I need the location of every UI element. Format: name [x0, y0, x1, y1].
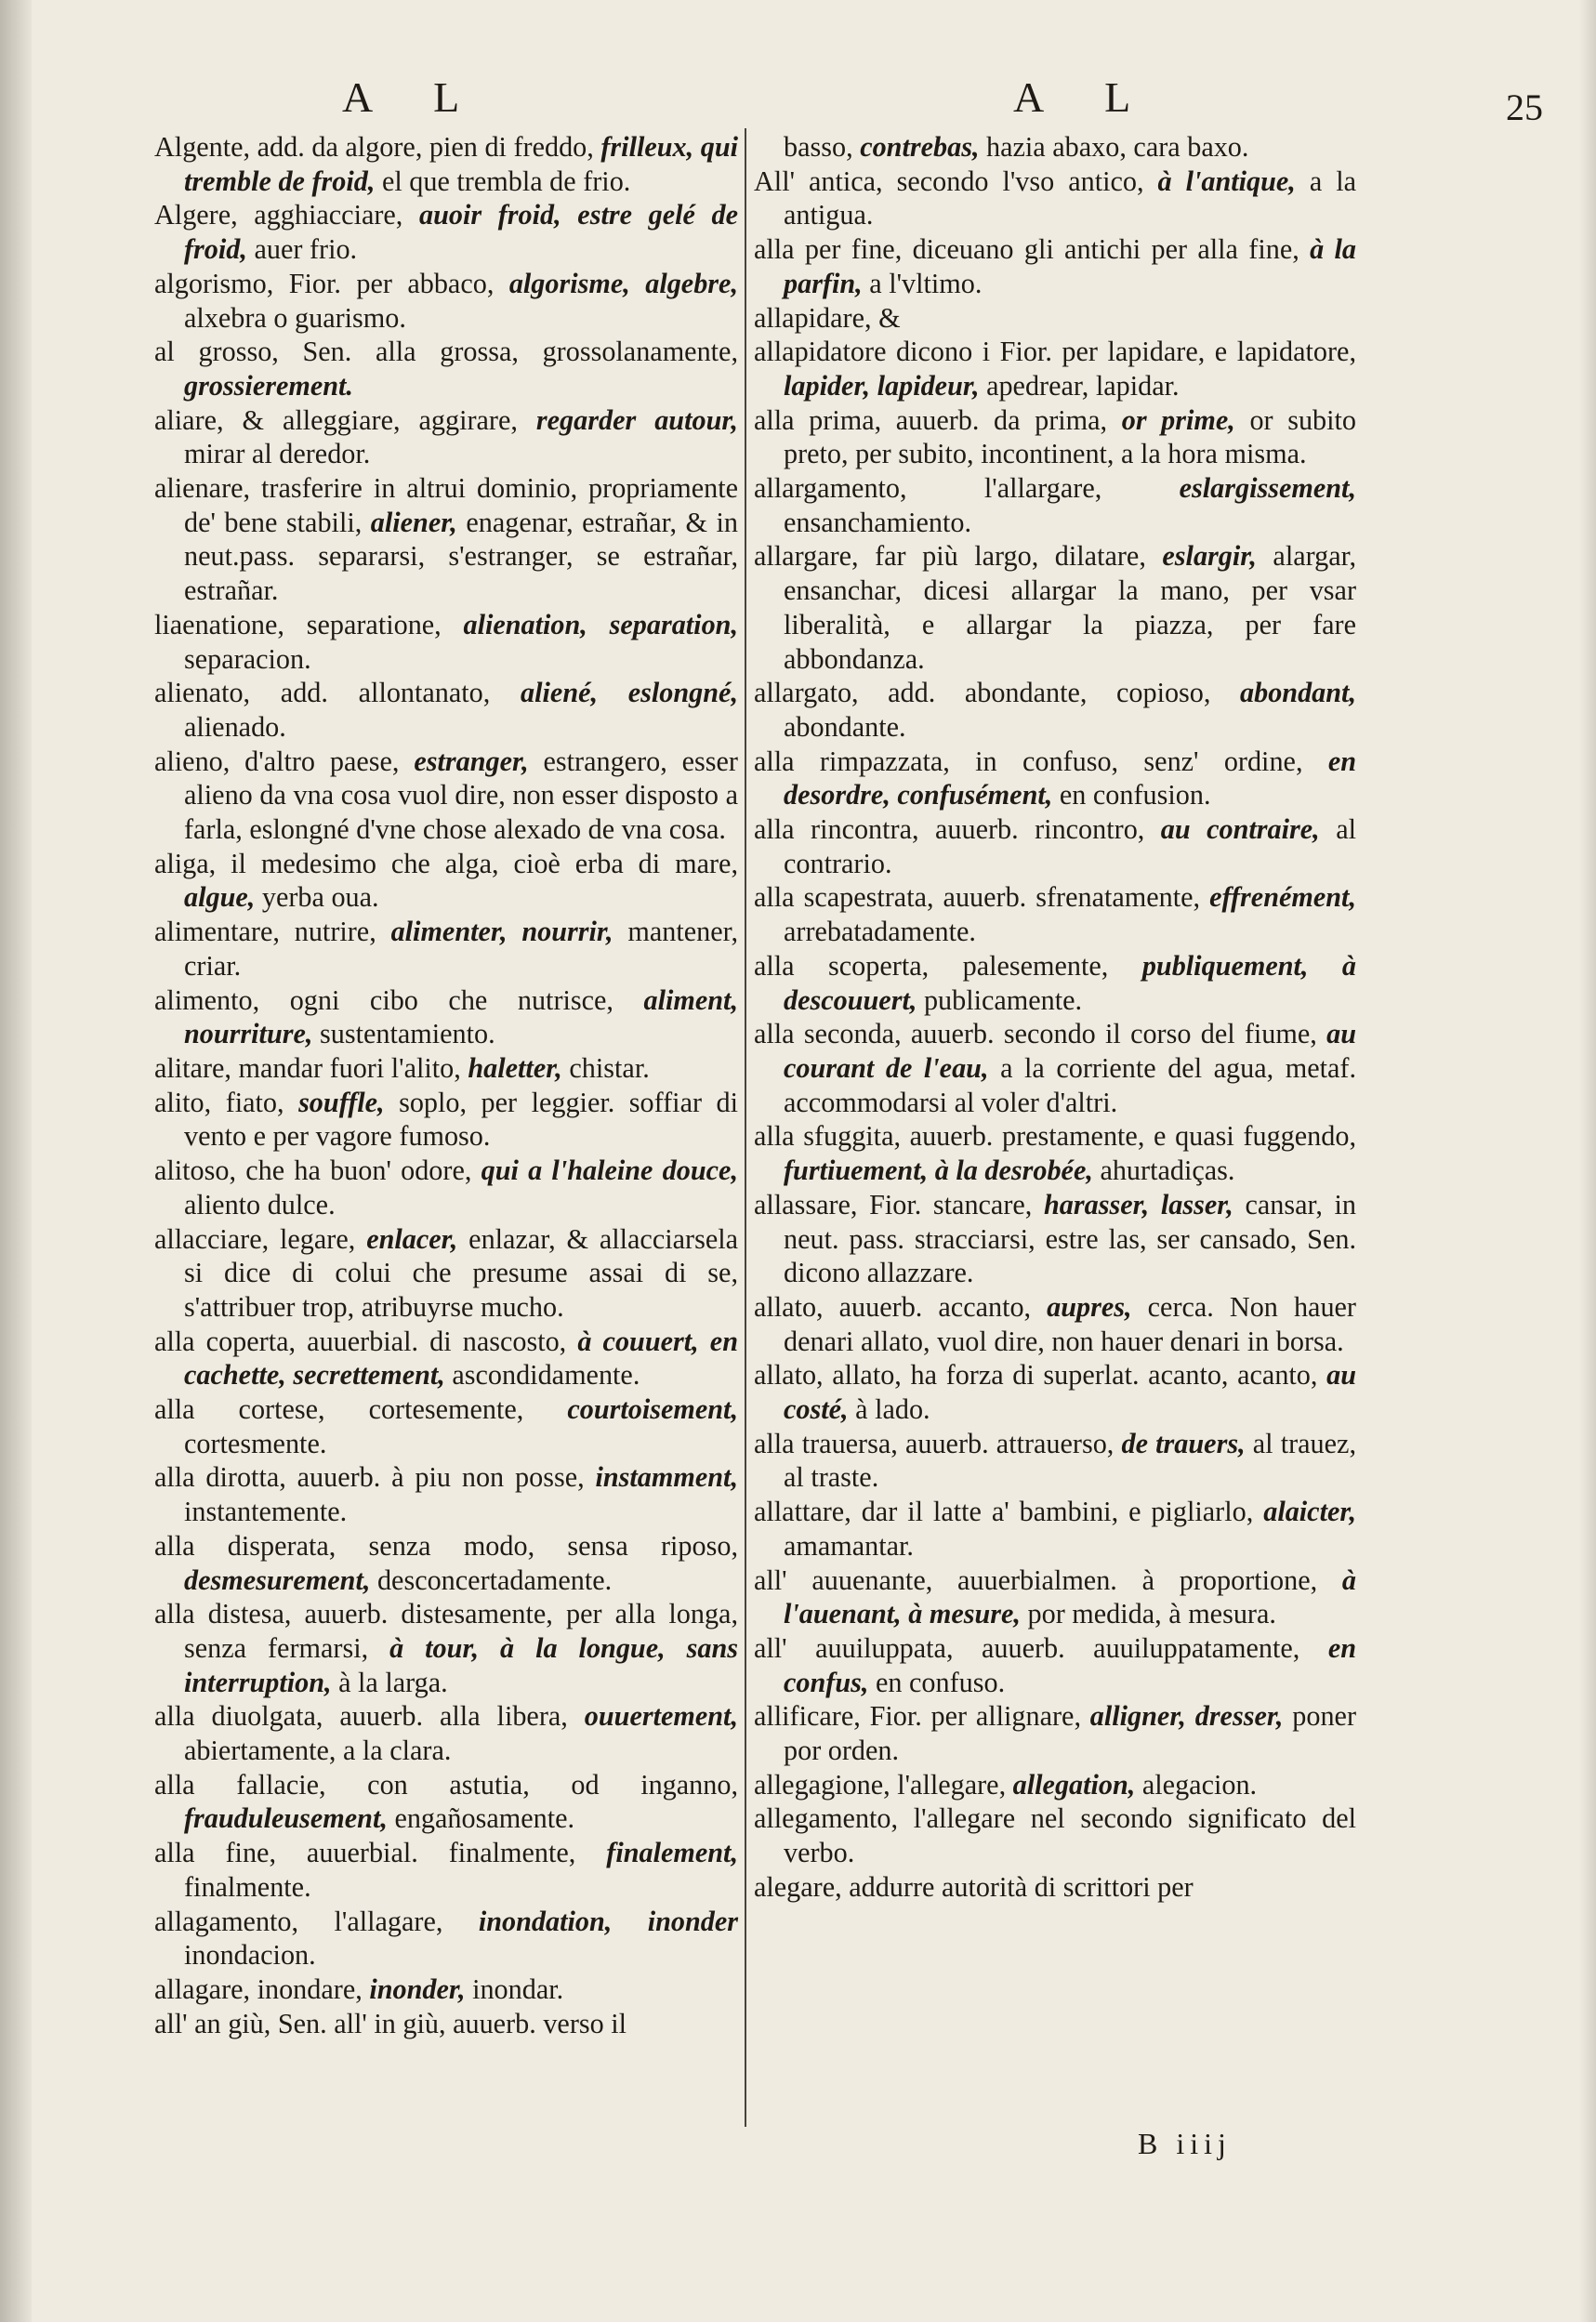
- dictionary-entry: [154, 1222, 738, 1325]
- entry-text: allargare, far più largo, dilatare,: [754, 540, 1163, 573]
- dictionary-entry: [754, 165, 1356, 232]
- french-gloss: frilleux, qui tremble de froid,: [184, 131, 738, 197]
- spanish-gloss: mantener, criar.: [184, 916, 738, 982]
- french-gloss: aliener,: [370, 506, 457, 538]
- spanish-gloss: hazia abaxo, cara baxo.: [979, 131, 1249, 163]
- entry-text: aliare, & alleggiare, aggirare,: [154, 403, 536, 436]
- page-edge-shadow: [1579, 0, 1596, 2322]
- french-gloss: auoir froid, estre gelé de froid,: [184, 199, 739, 266]
- entry-text: all' auuenante, auuerbialmen. à proportione,: [754, 1563, 1342, 1596]
- spanish-gloss: alargar, ensanchar, dicesi allargar la mano, per vsar liberalità, e allargar la piazza, per fare abbondanza.: [784, 540, 1356, 675]
- spanish-gloss: sustentamiento.: [312, 1018, 495, 1050]
- dictionary-entry: [154, 471, 738, 608]
- entry-text: allapidatore dicono i Fior. per lapidare, e lapidatore,: [754, 336, 1356, 368]
- spanish-gloss: cortesmente.: [184, 1427, 327, 1459]
- spanish-gloss: poner por orden.: [784, 1700, 1356, 1767]
- entry-text: alla prima, auuerb. da prima,: [754, 403, 1122, 436]
- entry-text: alla distesa, auuerb. distesamente, per alla longa, senza fermarsi,: [154, 1598, 738, 1664]
- dictionary-entry: [754, 232, 1356, 300]
- french-gloss: alienation, separation,: [463, 608, 738, 640]
- french-gloss: au costé,: [784, 1359, 1356, 1426]
- spanish-gloss: abondante.: [784, 710, 906, 743]
- dictionary-entry: [754, 301, 1356, 336]
- dictionary-entry: [754, 1631, 1356, 1699]
- entry-text: algorismo, Fior. per abbaco,: [154, 267, 509, 299]
- dictionary-entry: [154, 983, 738, 1051]
- french-gloss: qui a l'haleine douce,: [481, 1154, 738, 1187]
- spanish-gloss: finalmente.: [184, 1870, 311, 1903]
- french-gloss: courtoisement,: [567, 1393, 738, 1426]
- column-rule: [745, 128, 746, 2127]
- dictionary-entry: [154, 2007, 738, 2041]
- entry-text: alegare, addurre autorità di scrittori per: [754, 1870, 1194, 1903]
- entry-text: alla fallacie, con astutia, od inganno,: [154, 1768, 738, 1801]
- french-gloss: haletter,: [468, 1051, 562, 1084]
- french-gloss: au contraire,: [1160, 813, 1320, 846]
- french-gloss: grossierement.: [184, 369, 353, 402]
- entry-text: allato, allato, ha forza di superlat. acanto, acanto,: [754, 1359, 1327, 1392]
- dictionary-entry: [754, 745, 1356, 812]
- spanish-gloss: inondacion.: [184, 1939, 316, 1972]
- french-gloss: effrenément,: [1209, 881, 1356, 914]
- dictionary-entry: [754, 1119, 1356, 1187]
- spanish-gloss: mirar al deredor.: [184, 438, 371, 470]
- french-gloss: lapider, lapideur,: [784, 369, 980, 402]
- dictionary-entry: [754, 812, 1356, 880]
- spanish-gloss: desconcertadamente.: [370, 1563, 613, 1596]
- spanish-gloss: cansar, in neut. pass. stracciarsi, estre las, ser cansado, Sen. dicono allazzare.: [784, 1188, 1356, 1289]
- dictionary-entry: [754, 1870, 1356, 1905]
- running-head-right: A L: [1013, 73, 1157, 121]
- dictionary-entry: [754, 335, 1356, 402]
- dictionary-entry: [754, 1427, 1356, 1495]
- spanish-gloss: al trauez, al traste.: [784, 1427, 1356, 1494]
- spanish-gloss: alienado.: [184, 710, 286, 743]
- dictionary-entry: [154, 1836, 738, 1904]
- french-gloss: contrebas,: [860, 131, 980, 163]
- entry-text: aliga, il medesimo che alga, cioè erba di mare,: [154, 847, 738, 879]
- spanish-gloss: publicamente.: [917, 983, 1083, 1016]
- entry-text: alla dirotta, auuerb. à piu non posse,: [154, 1461, 596, 1494]
- dictionary-entry: [754, 1495, 1356, 1563]
- french-gloss: publiquement, à descouuert,: [784, 949, 1357, 1016]
- french-gloss: en confus,: [784, 1631, 1356, 1698]
- french-gloss: souffle,: [298, 1086, 385, 1118]
- entry-text: all' auuiluppata, auuerb. auuiluppatamente,: [754, 1631, 1328, 1664]
- entry-text: alla rincontra, auuerb. rincontro,: [754, 813, 1161, 846]
- spanish-gloss: ensanchamiento.: [784, 506, 972, 538]
- french-gloss: à couuert, en cachette, secrettement,: [184, 1325, 738, 1392]
- dictionary-entry: [154, 1460, 738, 1528]
- french-gloss: furtiuement, à la desrobée,: [784, 1154, 1093, 1187]
- french-gloss: aupres,: [1047, 1290, 1132, 1323]
- spanish-gloss: apedrear, lapidar.: [979, 369, 1180, 402]
- entry-text: alieno, d'altro paese,: [154, 745, 415, 777]
- dictionary-entry: [154, 1392, 738, 1460]
- entry-text: alitoso, che ha buon' odore,: [154, 1154, 481, 1187]
- dictionary-entry: [154, 608, 738, 676]
- french-gloss: estranger,: [414, 745, 529, 777]
- spanish-gloss: ascondidamente.: [444, 1359, 640, 1392]
- french-gloss: abondant,: [1240, 677, 1356, 709]
- entry-text: allapidare, &: [754, 301, 901, 334]
- dictionary-entry: [754, 1768, 1356, 1802]
- entry-text: alla disperata, senza modo, sensa riposo,: [154, 1529, 738, 1562]
- french-gloss: alimenter, nourrir,: [390, 916, 613, 948]
- entry-text: allagamento, l'allagare,: [154, 1905, 479, 1937]
- entry-text: allargato, add. abondante, copioso,: [754, 677, 1241, 709]
- entry-text: alimento, ogni cibo che nutrisce,: [154, 983, 644, 1016]
- entry-text: allattare, dar il latte a' bambini, e pigliarlo,: [754, 1496, 1264, 1528]
- spanish-gloss: inondar.: [465, 1972, 564, 2005]
- french-gloss: alaicter,: [1263, 1496, 1356, 1528]
- spanish-gloss: estrangero, esser alieno da vna cosa vuol dire, non esser disposto a farla, eslongné d'vne chose alexado de vna cosa.: [184, 745, 738, 846]
- french-gloss: algue,: [184, 881, 256, 914]
- entry-text: all' an giù, Sen. all' in giù, auuerb. verso il: [154, 2007, 627, 2039]
- spanish-gloss: instantemente.: [184, 1496, 348, 1528]
- french-gloss: inonder,: [369, 1972, 466, 2005]
- dictionary-entry: [154, 267, 738, 335]
- entry-text: alla seconda, auuerb. secondo il corso del fiume,: [754, 1018, 1327, 1050]
- dictionary-entry: [154, 130, 738, 198]
- dictionary-entry: [754, 130, 1356, 165]
- entry-text: allegamento, l'allegare nel secondo significato del verbo.: [754, 1802, 1356, 1869]
- french-gloss: frauduleusement,: [184, 1802, 388, 1835]
- dictionary-entry: [754, 880, 1356, 948]
- dictionary-entry: [754, 1188, 1356, 1290]
- entry-text: allato, auuerb. accanto,: [754, 1290, 1048, 1323]
- french-gloss: eslargissement,: [1179, 472, 1356, 505]
- spanish-gloss: alegacion.: [1135, 1768, 1258, 1801]
- dictionary-entry: [154, 1699, 738, 1767]
- french-gloss: de trauers,: [1121, 1427, 1246, 1459]
- dictionary-entry: [754, 1801, 1356, 1869]
- entry-text: alla rimpazzata, in confuso, senz' ordine,: [754, 745, 1328, 777]
- dictionary-entry: [154, 745, 738, 847]
- spanish-gloss: al contrario.: [784, 813, 1356, 879]
- dictionary-entry: [154, 1905, 738, 1972]
- spanish-gloss: el que trembla de frio.: [375, 165, 631, 197]
- dictionary-entry: [754, 1699, 1356, 1767]
- spanish-gloss: alxebra o guarismo.: [184, 301, 406, 334]
- page-number: 25: [1506, 86, 1543, 128]
- french-gloss: regarder autour,: [535, 403, 738, 436]
- dictionary-entry: [754, 1017, 1356, 1119]
- french-gloss: eslargir,: [1162, 540, 1257, 573]
- entry-text: alitare, mandar fuori l'alito,: [154, 1051, 468, 1084]
- entry-text: alla sfuggita, auuerb. prestamente, e quasi fuggendo,: [754, 1120, 1356, 1153]
- spanish-gloss: abiertamente, a la clara.: [184, 1735, 452, 1767]
- dictionary-entry: [154, 198, 738, 266]
- french-gloss: instamment,: [595, 1461, 738, 1494]
- dictionary-entry: [154, 1597, 738, 1699]
- spanish-gloss: en confuso.: [868, 1666, 1006, 1698]
- spanish-gloss: enlazar, & allacciarsela si dice di colui che presume assai di se, s'attribuer trop, atribuyrse mucho.: [184, 1222, 738, 1323]
- spanish-gloss: amamantar.: [784, 1529, 914, 1562]
- entry-text: alla per fine, diceuano gli antichi per alla fine,: [754, 233, 1311, 266]
- entry-text: alla fine, auuerbial. finalmente,: [154, 1837, 607, 1869]
- dictionary-entry: [754, 403, 1356, 471]
- spanish-gloss: arrebatadamente.: [784, 916, 976, 948]
- entry-text: allegagione, l'allegare,: [754, 1768, 1013, 1801]
- spanish-gloss: ahurtadiças.: [1092, 1154, 1235, 1187]
- french-gloss: aliené, eslongné,: [521, 677, 739, 709]
- french-gloss: algorisme, algebre,: [508, 267, 738, 299]
- french-gloss: finalement,: [606, 1837, 738, 1869]
- dictionary-entry: [154, 403, 738, 471]
- dictionary-entry: [754, 1563, 1356, 1631]
- dictionary-entry: [154, 335, 738, 402]
- dictionary-entry: [754, 1290, 1356, 1358]
- french-gloss: à tour, à la longue, sans interruption,: [184, 1631, 739, 1698]
- entry-text: al grosso, Sen. alla grossa, grossolanamente,: [154, 336, 738, 368]
- right-column: [754, 130, 1356, 1905]
- dictionary-entry: [154, 847, 738, 915]
- french-gloss: harasser, lasser,: [1043, 1188, 1233, 1220]
- spanish-gloss: engañosamente.: [387, 1802, 575, 1835]
- french-gloss: en desordre, confusément,: [784, 745, 1356, 811]
- dictionary-entry: [754, 539, 1356, 676]
- dictionary-entry: [154, 1529, 738, 1597]
- entry-text: alienato, add. allontanato,: [154, 677, 521, 709]
- entry-text: allificare, Fior. per allignare,: [754, 1700, 1090, 1733]
- dictionary-entry: [154, 1086, 738, 1154]
- spanish-gloss: yerba oua.: [255, 881, 379, 914]
- dictionary-entry: [754, 949, 1356, 1017]
- dictionary-entry: [754, 1358, 1356, 1426]
- french-gloss: inondation, inonder: [478, 1905, 739, 1937]
- spanish-gloss: cerca. Non hauer denari allato, vuol dire, non hauer denari in borsa.: [784, 1290, 1356, 1357]
- entry-text: allargamento, l'allargare,: [754, 472, 1180, 505]
- spanish-gloss: separacion.: [184, 642, 311, 675]
- entry-text: alla cortese, cortesemente,: [154, 1393, 568, 1426]
- dictionary-entry: [154, 676, 738, 744]
- entry-text: Algere, agghiacciare,: [154, 199, 419, 231]
- dictionary-entry: [154, 1051, 738, 1086]
- spanish-gloss: a la corriente del agua, metaf. accommodarsi al voler d'altri.: [784, 1051, 1356, 1118]
- spanish-gloss: chistar.: [561, 1051, 650, 1084]
- spanish-gloss: enagenar, estrañar, & in neut.pass. separarsi, s'estranger, se estrañar, estrañar.: [184, 506, 738, 607]
- entry-text: alla diuolgata, auuerb. alla libera,: [154, 1700, 585, 1733]
- dictionary-entry: [154, 915, 738, 983]
- french-gloss: alligner, dresser,: [1089, 1700, 1284, 1733]
- dictionary-entry: [154, 1325, 738, 1392]
- left-column: [154, 130, 738, 2040]
- entry-text: allacciare, legare,: [154, 1222, 367, 1255]
- entry-text: alla scoperta, palesemente,: [754, 949, 1142, 982]
- french-gloss: desmesurement,: [184, 1563, 371, 1596]
- french-gloss: allegation,: [1012, 1768, 1136, 1801]
- french-gloss: or prime,: [1121, 403, 1235, 436]
- entry-text: Algente, add. da algore, pien di freddo,: [154, 131, 601, 163]
- dictionary-entry: [154, 1154, 738, 1221]
- running-head-left: A L: [342, 73, 486, 121]
- spanish-gloss: à lado.: [848, 1393, 930, 1426]
- french-gloss: au courant de l'eau,: [784, 1018, 1356, 1084]
- french-gloss: à l'auenant, à mesure,: [784, 1563, 1356, 1630]
- spanish-gloss: à la larga.: [331, 1666, 448, 1698]
- entry-text: alla scapestrata, auuerb. sfrenatamente,: [754, 881, 1210, 914]
- entry-text: alimentare, nutrire,: [154, 916, 391, 948]
- french-gloss: aliment, nourriture,: [184, 983, 738, 1050]
- french-gloss: à la parfin,: [784, 233, 1356, 299]
- spanish-gloss: soplo, per leggier. soffiar di vento e per vagore fumoso.: [184, 1086, 738, 1153]
- entry-text: basso,: [784, 131, 861, 163]
- spanish-gloss: or subito preto, per subito, incontinent, a la hora misma.: [784, 403, 1356, 470]
- spanish-gloss: auer frio.: [246, 233, 358, 266]
- dictionary-entry: [754, 676, 1356, 744]
- entry-text: liaenatione, separatione,: [154, 608, 464, 640]
- french-gloss: à l'antique,: [1157, 165, 1296, 197]
- entry-text: alla coperta, auuerbial. di nascosto,: [154, 1325, 578, 1357]
- spanish-gloss: en confusion.: [1052, 779, 1211, 811]
- spanish-gloss: aliento dulce.: [184, 1188, 336, 1220]
- dictionary-entry: [754, 471, 1356, 539]
- signature-mark: B iiij: [1138, 2127, 1232, 2160]
- dictionary-entry: [154, 1768, 738, 1836]
- entry-text: alla trauersa, auuerb. attrauerso,: [754, 1427, 1122, 1459]
- french-gloss: ouuertement,: [584, 1700, 738, 1733]
- entry-text: allassare, Fior. stancare,: [754, 1188, 1044, 1220]
- entry-text: alienare, trasferire in altrui dominio, propriamente de' bene stabili,: [154, 472, 738, 538]
- entry-text: allagare, inondare,: [154, 1972, 370, 2005]
- spanish-gloss: a l'vltimo.: [862, 267, 983, 299]
- spanish-gloss: por medida, à mesura.: [1020, 1598, 1276, 1630]
- page-gutter-shadow: [0, 0, 32, 2322]
- entry-text: All' antica, secondo l'vso antico,: [754, 165, 1158, 197]
- entry-text: alito, fiato,: [154, 1086, 299, 1118]
- spanish-gloss: a la antigua.: [784, 165, 1357, 231]
- dictionary-entry: [154, 1972, 738, 2007]
- french-gloss: enlacer,: [366, 1222, 458, 1255]
